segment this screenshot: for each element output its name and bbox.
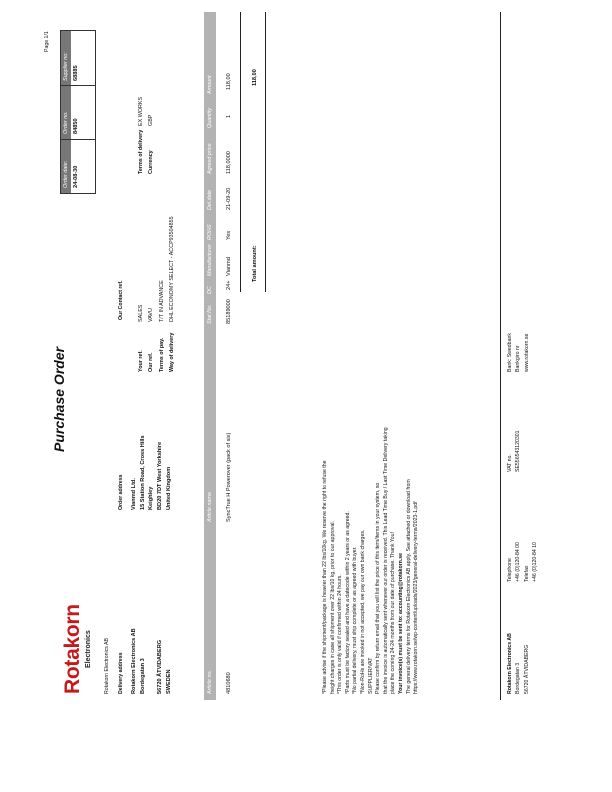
terms-of-pay-label: Terms of pay. bbox=[158, 337, 165, 372]
your-ref-label: Your ref. bbox=[138, 350, 144, 372]
footer-col-vat bbox=[506, 430, 523, 472]
row-quantity: 1 bbox=[226, 114, 232, 118]
terms-left-labels bbox=[136, 333, 177, 372]
note-line: Please confirm by return email that you will list the price of this item/items in your system, so bbox=[375, 482, 382, 694]
note-line: The general delivery terms for Rotakorn Electronics AB apply. See attached or download from bbox=[405, 479, 412, 694]
footer-bankgiro: Bankgiro nr bbox=[515, 345, 522, 372]
delivery-address-label: Delivery address bbox=[118, 652, 124, 694]
row-deldate: 21-09-20 bbox=[226, 187, 232, 210]
row-dc: 24+ bbox=[226, 280, 232, 290]
note-line: *Please advise if the shipment/package is heavier than 22 lbs/10kg. We reserve the right to refuse the bbox=[322, 460, 328, 694]
col-stat-no: Stat No. bbox=[207, 304, 213, 324]
delivery-line: Bordegatan 3 bbox=[139, 658, 146, 694]
row-article-name: SyncTrue H Powerover (pack of six) bbox=[226, 432, 232, 522]
footer-telefax: +46 (0)120-84 10 bbox=[531, 542, 538, 582]
footer-bank: Bank: Swedbank bbox=[507, 333, 513, 372]
order-date-value: 24-08-30 bbox=[73, 165, 79, 188]
table-header-bar bbox=[204, 12, 216, 700]
footer-vat-label: VAT no. bbox=[507, 454, 513, 472]
order-header-box bbox=[60, 30, 96, 194]
total-value: 118,00 bbox=[252, 69, 258, 86]
footer-telephone: +46 (0)120-84 00 bbox=[515, 542, 522, 582]
note-line: freight charges in case all shipment over 22 lbs/10 kg, prior to our approval. bbox=[329, 520, 336, 694]
note-line: SUPPLIER/VAT bbox=[367, 657, 374, 694]
table-row bbox=[226, 12, 236, 700]
company-name-small: Rotakorn Electronics AB bbox=[104, 638, 110, 694]
currency-value: GBP bbox=[148, 114, 155, 126]
footer-rule bbox=[500, 12, 501, 700]
terms-of-delivery-value: EX WORKS bbox=[138, 96, 144, 126]
footer-vat-no: SE556543120301 bbox=[515, 430, 522, 472]
footer-street: Bordegatan 3 bbox=[515, 662, 522, 694]
total-bottom-rule bbox=[265, 12, 266, 292]
way-of-delivery-value: DHL ECONOMY SELECT - ACCP93504855 bbox=[168, 216, 175, 322]
footer-col-company bbox=[506, 633, 531, 694]
our-ref-value: VAVU bbox=[148, 308, 155, 322]
note-line: *No partial delivery, must ship complete or as agreed with buyer. bbox=[352, 546, 359, 694]
row-amount: 118,00 bbox=[226, 73, 232, 90]
your-ref-value: SALES bbox=[138, 304, 144, 322]
footer-col-bank bbox=[506, 333, 531, 372]
footer-website[interactable]: www.rotakorn.se bbox=[523, 333, 530, 372]
col-amount: Amount bbox=[207, 75, 213, 94]
terms-of-pay-value: T/T IN ADVANCE bbox=[158, 280, 165, 322]
row-rohs: Yes bbox=[226, 230, 232, 240]
col-manufacturer: Manufacturer bbox=[207, 244, 213, 276]
delivery-line bbox=[147, 628, 156, 694]
col-rohs: ROHS bbox=[207, 224, 213, 240]
note-line: Your invoice(s) must be sent to: accounting@rotakorn.se bbox=[397, 552, 404, 694]
total-top-rule bbox=[240, 12, 241, 292]
order-no-value: 84850 bbox=[73, 118, 79, 134]
company-logo-sub: Electronics bbox=[85, 630, 92, 668]
footer-telephone-label: Telephone bbox=[507, 558, 513, 582]
terms-right-labels bbox=[136, 130, 157, 174]
col-quantity: Quantity bbox=[207, 107, 213, 128]
supplier-no-label: Supplier no: bbox=[63, 52, 69, 81]
order-address-line: Vianmd Ltd. bbox=[131, 478, 137, 510]
supplier-no-value: 68885 bbox=[73, 65, 79, 81]
terms-of-delivery-label: Terms of delivery bbox=[138, 129, 144, 174]
col-article-name: Article name bbox=[207, 492, 213, 522]
note-line: https://www.rotakorn.se/wp-content/uploads/2023/general-delivery-terms/2023-1.pdf bbox=[413, 501, 420, 694]
footer-city: 56720 ÅTVIDABERG bbox=[523, 644, 530, 694]
terms-right-values bbox=[136, 97, 157, 126]
page-title: Purchase Order bbox=[51, 346, 67, 452]
order-no-label: Order no. bbox=[63, 111, 69, 134]
note-line: *Parts must be factory sealed and have a datecode within 2 years or as agreed. bbox=[344, 511, 351, 694]
row-article-no: 4810680 bbox=[226, 672, 232, 694]
col-dc: DC bbox=[207, 286, 213, 294]
way-of-delivery-label: Way of delivery bbox=[168, 332, 175, 372]
footer-telefax-label: Telefax bbox=[523, 565, 530, 582]
row-agreed-price: 118,0000 bbox=[226, 151, 232, 174]
note-line: *This order is only valid if confirmed within 24 hours. bbox=[337, 574, 344, 694]
order-address-line: United Kingdom bbox=[165, 466, 172, 510]
col-agreed-price: Agreed price bbox=[207, 143, 213, 174]
order-notes bbox=[322, 274, 421, 694]
footer-company-name: Rotakorn Electronics AB bbox=[507, 633, 513, 694]
order-address-line: BD20 7DT West Yorkshire bbox=[156, 441, 163, 510]
company-logo: Rotakorn bbox=[61, 604, 84, 694]
note-line: place the coming 24-24 months from our date of purchase. Thank You! bbox=[390, 532, 397, 694]
footer-col-phone bbox=[506, 542, 539, 582]
our-ref-label: Our ref. bbox=[148, 352, 155, 372]
delivery-line: Rotakorn Electronics AB bbox=[131, 628, 137, 694]
our-contact-label: Our Contact ref. bbox=[118, 280, 124, 320]
order-address-line: Keighley bbox=[148, 486, 155, 510]
order-address-label: Order address bbox=[118, 474, 124, 510]
note-line: *Non-RoHs are invoked in not accepted, we pay our own bank charges. bbox=[359, 529, 366, 694]
delivery-line: SWEDEN bbox=[165, 669, 172, 694]
order-address-block bbox=[130, 435, 173, 510]
order-address-line: 15 Station Road, Cross Hills bbox=[139, 435, 146, 510]
currency-label: Currency bbox=[148, 150, 155, 174]
terms-left-values bbox=[136, 216, 177, 322]
note-line: that the invoice is automatically sent whenever our order is received. This Lead Time Buy / Last Time Delivery taking bbox=[382, 427, 389, 694]
row-manufacturer: Vianmd bbox=[226, 257, 232, 276]
row-stat-no: 85189000 bbox=[226, 299, 232, 324]
delivery-line: 56720 ÅTVIDABERG bbox=[156, 639, 163, 694]
delivery-address-block bbox=[130, 628, 173, 694]
col-article-no: Article no. bbox=[207, 670, 213, 694]
page-number: Page 1/1 bbox=[44, 31, 50, 52]
col-deldate: Del.date bbox=[207, 189, 213, 210]
total-label: Total amount: bbox=[252, 245, 258, 282]
order-date-label: Order date: bbox=[63, 160, 69, 188]
